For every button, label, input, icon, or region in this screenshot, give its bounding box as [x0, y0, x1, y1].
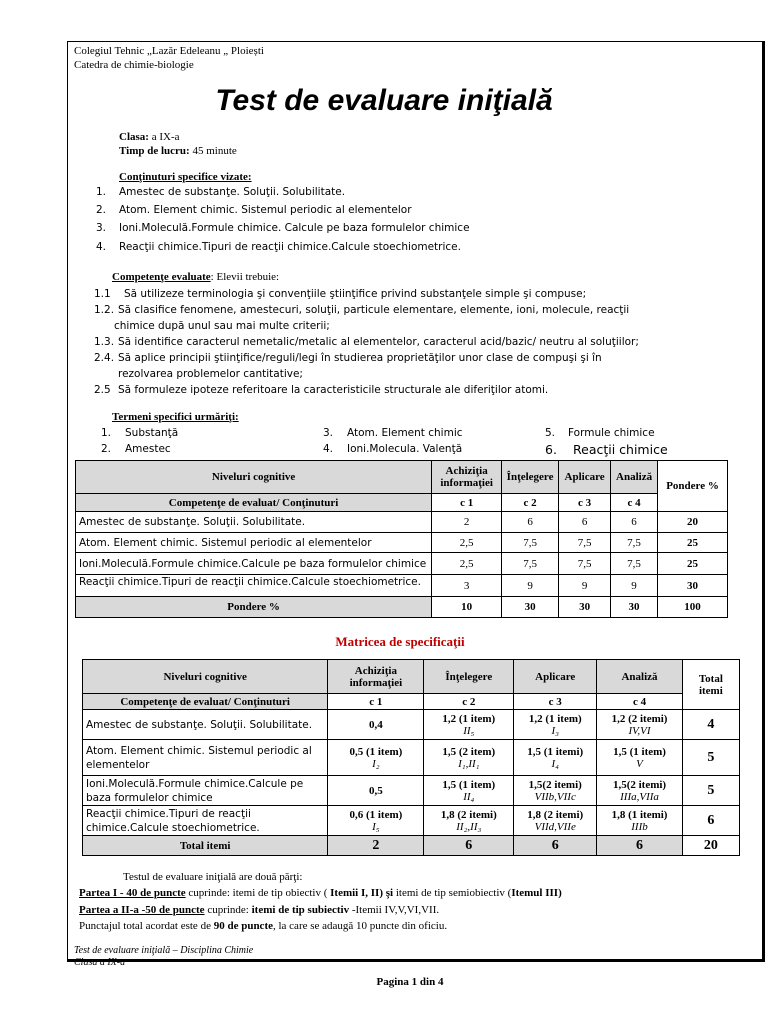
header-understanding: Înţelegere [502, 461, 559, 494]
header-c1: c 1 [328, 694, 424, 710]
term-item: 1. Substanţă [101, 427, 179, 439]
header-competences: Competenţe de evaluat/ Conţinuturi [83, 694, 328, 710]
header-c3: c 3 [559, 494, 611, 512]
table-row: Amestec de substanţe. Soluţii. Solubilitate. 0,4 1,2 (1 item) II₅ 1,2 (1 item) I₃ 1,2 (2 itemi) IV,VI 4 [83, 710, 740, 740]
table-row: Amestec de substanţe. Soluţii. Solubilitate. 2 6 6 6 20 [76, 512, 728, 533]
term-item: 5. Formule chimice [545, 427, 655, 439]
list-item: 1. Amestec de substanţe. Soluţii. Solubilitate. [96, 186, 346, 198]
notes-part2: Partea a II-a -50 de puncte cuprinde: itemi de tip subiectiv -Itemii IV,V,VI,VII. [79, 904, 440, 916]
header-acquisition: Achiziţia informaţiei [328, 660, 424, 694]
header-levels: Niveluri cognitive [76, 461, 432, 494]
notes-part1: Partea I - 40 de puncte cuprinde: itemi de tip obiectiv ( Itemii I, II) şi itemi de tip semiobiectiv (Itemul III) [79, 887, 562, 899]
department-name: Catedra de chimie-biologie [74, 59, 194, 71]
header-c3: c 3 [514, 694, 597, 710]
term-item: 4. Ioni.Molecula. Valenţă [323, 443, 463, 455]
competences-heading: Competenţe evaluate [112, 271, 211, 283]
header-c4: c 4 [597, 694, 682, 710]
contents-list [96, 185, 470, 258]
competences-heading-line: Competenţe evaluate: Elevii trebuie: [112, 271, 280, 283]
list-item-cont: chimice după unul sau mai multe criterii; [114, 320, 330, 332]
class-value: a IX-a [151, 131, 180, 143]
term-item: 6. Reacţii chimice [545, 442, 668, 457]
competences-list [94, 287, 734, 399]
table-row: Atom. Element chimic. Sistemul periodic al elementelor 2,5 7,5 7,5 7,5 25 [76, 533, 728, 553]
time-label: Timp de lucru: [119, 145, 190, 157]
class-line [119, 130, 180, 144]
header-c2: c 2 [424, 694, 514, 710]
specification-matrix [82, 659, 740, 856]
header-application: Aplicare [514, 660, 597, 694]
header-competences: Competenţe de evaluat/ Conţinuturi [76, 494, 432, 512]
contents-heading: Conţinuturi specifice vizate: [119, 171, 252, 183]
list-item: 1.2. Să clasifice fenomene, amestecuri, soluţii, particule elementare, elemente, ioni, molecule, reacţii [94, 304, 630, 316]
header-application: Aplicare [559, 461, 611, 494]
table-row: Atom. Element chimic. Sistemul periodic al elementelor 0,5 (1 item) I₂ 1,5 (2 item) I₁,II₁ 1,5 (1 itemi) I₄ 1,5 (1 item) V 5 [83, 740, 740, 776]
header-total: Total itemi [682, 660, 739, 710]
school-name: Colegiul Tehnic „Lazăr Edeleanu „ Ploiești [74, 45, 264, 57]
header-c2: c 2 [502, 494, 559, 512]
term-item: 3. Atom. Element chimic [323, 427, 463, 439]
list-item: 4. Reacţii chimice.Tipuri de reacţii chimice.Calcule stoechiometrice. [96, 241, 461, 253]
header-understanding: Înţelegere [424, 660, 514, 694]
list-item: 1.3. Să identifice caracterul nemetalic/metalic al elementelor, caracterul acid/bazic/ neutru al soluţiilor; [94, 336, 639, 348]
list-item: 2.4. Să aplice principii ştiinţifice/reguli/legi în studierea proprietăţilor unor clase de compuşi şi în [94, 352, 602, 364]
page-title: Test de evaluare iniţială [215, 84, 553, 117]
term-item: 2. Amestec [101, 443, 171, 455]
list-item-cont: rezolvarea problemelor cantitative; [118, 368, 303, 380]
class-label: Clasa: [119, 131, 149, 143]
table-row: Ioni.Moleculă.Formule chimice.Calcule pe baza formulelor chimice 0,5 1,5 (1 item) II₄ 1,5(2 itemi) VIIb,VIIc 1,5(2 itemi) IIIa,VIIa 5 [83, 776, 740, 806]
table-row: Reacţii chimice.Tipuri de reacţii chimice.Calcule stoechiometrice. 3 9 9 9 30 [76, 575, 728, 597]
header-c1: c 1 [432, 494, 502, 512]
header-c4: c 4 [611, 494, 658, 512]
list-item: 2.5 Să formuleze ipoteze referitoare la caracteristicile structurale ale diferiţilor atomi. [94, 384, 549, 396]
table-row: Reacţii chimice.Tipuri de reacţii chimice.Calcule stoechiometrice. 0,6 (1 item) I₅ 1,8 (2 itemi) II₂,II₃ 1,8 (2 itemi) VIId,VIIe 1,8 (1 itemi) IIIb 6 [83, 806, 740, 836]
header-levels: Niveluri cognitive [83, 660, 328, 694]
list-item: 1.1 Să utilizeze terminologia şi convenţiile ştiinţifice privind substanţele simple şi compuse; [94, 288, 587, 300]
time-value: 45 minute [192, 145, 237, 157]
time-line [119, 144, 237, 158]
notes-intro: Testul de evaluare iniţială are două părţi: [123, 871, 303, 883]
notes-total: Punctajul total acordat este de 90 de puncte, la care se adaugă 10 puncte din oficiu. [79, 920, 448, 932]
footer-title: Test de evaluare iniţială – Disciplina Chimie [74, 945, 254, 956]
table-row: Ioni.Moleculă.Formule chimice.Calcule pe baza formulelor chimice 2,5 7,5 7,5 7,5 25 [76, 553, 728, 575]
list-item: 3. Ioni.Moleculă.Formule chimice. Calcule pe baza formulelor chimice [96, 222, 470, 234]
table-total-row: Total itemi 2 6 6 6 20 [83, 836, 740, 856]
table-total-row: Pondere % 10 30 30 30 100 [76, 597, 728, 618]
header-analysis: Analiză [597, 660, 682, 694]
terms-heading: Termeni specifici urmăriţi: [112, 411, 239, 423]
header-analysis: Analiză [611, 461, 658, 494]
list-item: 2. Atom. Element chimic. Sistemul periodic al elementelor [96, 204, 412, 216]
matrix-title: Matricea de specificaţii [335, 634, 465, 649]
header-weight: Pondere % [658, 461, 728, 512]
weights-table [75, 460, 728, 618]
header-acquisition: Achiziţia informaţiei [432, 461, 502, 494]
footer-class: Clasa a IX-a [74, 957, 126, 968]
page-number: Pagina 1 din 4 [376, 976, 444, 988]
